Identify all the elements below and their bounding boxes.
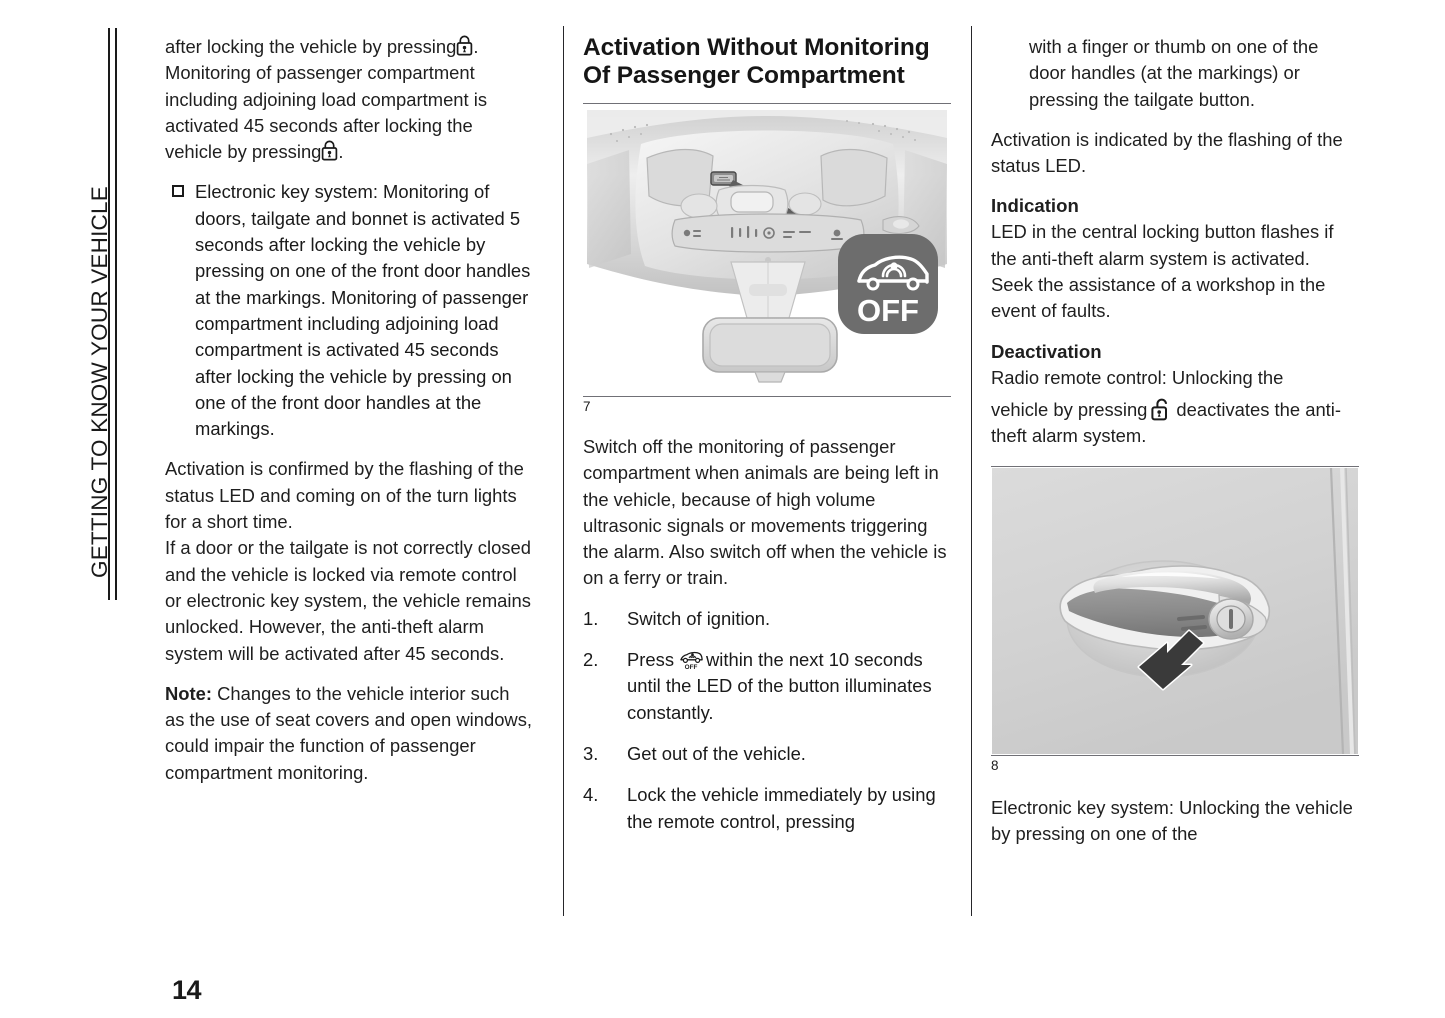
running-head-sidebar [78, 28, 124, 600]
step-number: 3. [583, 742, 599, 764]
figure-7 [583, 103, 951, 414]
list-item [583, 741, 951, 767]
off-badge-label: OFF [857, 293, 919, 328]
lock-open-icon [1151, 398, 1172, 421]
paragraph-locking-remote [165, 34, 533, 165]
paragraph-indication-workshop: Seek the assistance of a workshop in the event of faults. [991, 274, 1326, 322]
step-text: Get out of the vehicle. [627, 742, 806, 764]
column-divider-2 [971, 26, 972, 916]
paragraph-continued-from-previous-column: with a finger or thumb on one of the door handles (at the markings) or pressing the tailgate button. [1029, 36, 1319, 110]
subheading-deactivation: Deactivation [991, 340, 1102, 362]
paragraph-switch-off-monitoring: Switch off the monitoring of passenger compartment when animals are being left in the vehicle, because of high volume ultrasonic signals or movements triggering the alarm. Also switch off when the vehicle is on a ferry or train. [583, 436, 947, 589]
step-text-after-icon: within the next 10 seconds until the LED of the button illuminates constantly. [627, 649, 932, 723]
paragraph-activation-indicated: Activation is indicated by the flashing of the status LED. [991, 128, 1343, 177]
deactivation-text-before-icon: vehicle by pressing [991, 398, 1148, 420]
figure-8-image [991, 467, 1359, 755]
square-bullet-icon [172, 185, 184, 197]
paragraph-indication-led: LED in the central locking button flashes if the anti-theft alarm system is activated. [991, 221, 1334, 269]
figure-number: 7 [583, 399, 591, 414]
step-number: 1. [583, 607, 599, 629]
paragraph-electronic-key-unlocking: Electronic key system: Unlocking the vehicle by pressing on one of the [991, 796, 1353, 844]
running-head-text: GETTING TO KNOW YOUR VEHICLE [87, 186, 112, 578]
step-text: Lock the vehicle immediately by using the remote control, pressing [627, 784, 936, 832]
para-1-text-after-icon: . Monitoring of passenger compartment including adjoining load compartment is activated 45 seconds after locking the vehicle by pressing [165, 36, 488, 163]
svg-text:OFF: OFF [684, 664, 698, 671]
paragraph-deactivation-unlock [991, 397, 1359, 450]
car-interior-sensor-off-icon [678, 649, 702, 671]
step-text: Switch of ignition. [627, 607, 771, 629]
paragraph-activation-confirmed: Activation is confirmed by the flashing of the status LED and coming on of the turn lights for a short time. [165, 458, 524, 533]
figure-8 [991, 466, 1359, 773]
list-item [165, 179, 533, 442]
list-item [583, 606, 951, 632]
note-label: Note: [165, 682, 212, 704]
column-divider-1 [563, 26, 564, 916]
figure-number: 8 [991, 757, 999, 773]
para-1-text-tail: . [338, 141, 344, 163]
page-number: 14 [172, 975, 202, 1005]
note-text: Changes to the vehicle interior such as the use of seat covers and open windows, could impair the function of passenger compartment monitoring. [165, 682, 533, 783]
text-column-1 [165, 34, 533, 919]
deactivation-steps-list [583, 606, 951, 835]
figure-7-image [583, 104, 951, 396]
sidebar-rule-outer [115, 28, 117, 600]
list-item [583, 782, 951, 835]
deactivation-text-after-icon: deactivates the anti-theft alarm system. [991, 398, 1341, 447]
step-number: 2. [583, 649, 599, 671]
bullet-text-electronic-key-system: Electronic key system: Monitoring of doors, tailgate and bonnet is activated 5 seconds after locking the vehicle by pressing on one of the front door handles at the markings. Monitoring of passenger compartment including adjoining load compartment is activated 45 seconds after locking the vehicle by pressing on one of the front door handles at the markings. [195, 181, 531, 440]
section-heading: Activation Without Monitoring Of Passenger Compartment [583, 34, 930, 89]
step-number: 4. [583, 784, 599, 806]
subheading-indication: Indication [991, 195, 1079, 217]
lock-closed-icon [321, 140, 338, 161]
paragraph-deactivation-radio-remote: Radio remote control: Unlocking the [991, 366, 1284, 388]
step-text-before-icon: Press [627, 649, 675, 671]
para-1-text-before-icon: after locking the vehicle by pressing [165, 36, 457, 57]
lock-closed-icon [456, 35, 473, 56]
list-item [583, 647, 951, 726]
paragraph-door-not-closed: If a door or the tailgate is not correctly closed and the vehicle is locked via remote control or electronic key system, the vehicle remains unlocked. However, the anti-theft alarm system will be activated after 45 seconds. [165, 537, 531, 664]
text-column-3 [991, 34, 1359, 919]
text-column-2 [583, 34, 951, 919]
paragraph-note [165, 681, 533, 786]
